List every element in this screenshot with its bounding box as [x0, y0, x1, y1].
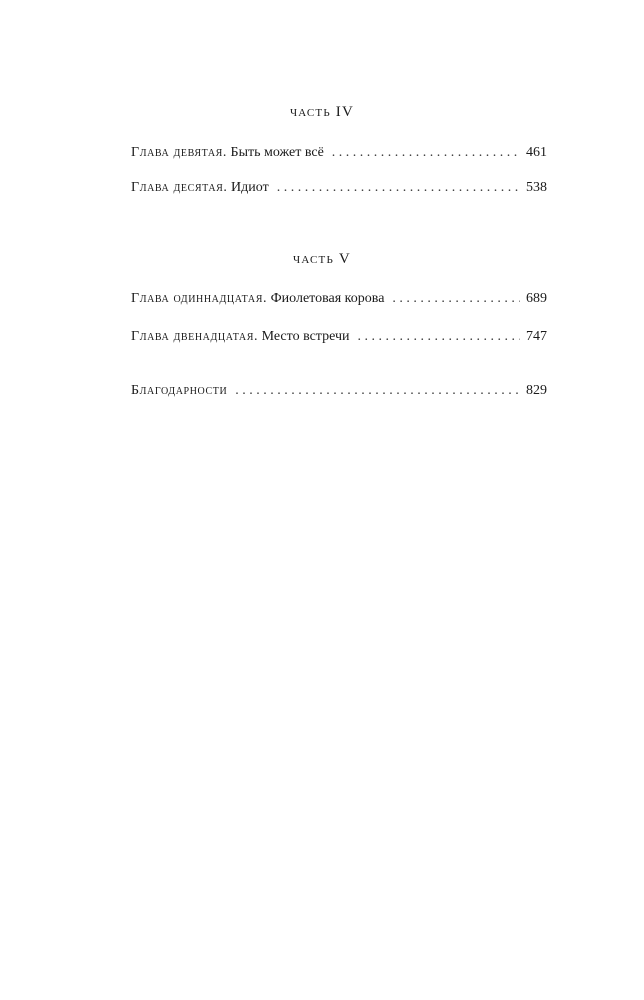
- toc-entry-label: [131, 290, 384, 308]
- chapter-title: Место встречи: [261, 329, 350, 344]
- toc-entry-chapter-9[interactable]: [131, 144, 547, 162]
- toc-entry-chapter-11[interactable]: [131, 290, 547, 308]
- page-number: 538: [526, 180, 547, 195]
- toc-entry-label: [131, 144, 324, 162]
- part-heading-v: часть V: [293, 251, 351, 267]
- dot-leader: [332, 144, 520, 162]
- page-number: 689: [526, 291, 547, 306]
- toc-entry-acknowledgements[interactable]: [131, 382, 547, 400]
- page-number: 461: [526, 145, 547, 160]
- chapter-title: Быть может всё: [230, 145, 324, 160]
- toc-entry-chapter-10[interactable]: [131, 179, 547, 197]
- toc-entry-chapter-12[interactable]: [131, 328, 547, 346]
- dot-leader: [235, 382, 520, 400]
- chapter-number: Глава двенадцатая.: [131, 329, 259, 344]
- toc-entry-label: [131, 328, 350, 346]
- toc-entry-label: [131, 179, 269, 197]
- chapter-number: Глава десятая.: [131, 180, 228, 195]
- page-number: 747: [526, 329, 547, 344]
- page-number: 829: [526, 383, 547, 398]
- dot-leader: [358, 328, 521, 346]
- chapter-number: Глава одиннадцатая.: [131, 291, 268, 306]
- dot-leader: [277, 179, 520, 197]
- dot-leader: [392, 290, 520, 308]
- acknowledgements-label: Благодарности: [131, 383, 228, 398]
- chapter-title: Идиот: [231, 180, 269, 195]
- part-heading-iv: часть IV: [289, 104, 355, 120]
- chapter-title: Фиолетовая корова: [270, 291, 385, 306]
- chapter-number: Глава девятая.: [131, 145, 228, 160]
